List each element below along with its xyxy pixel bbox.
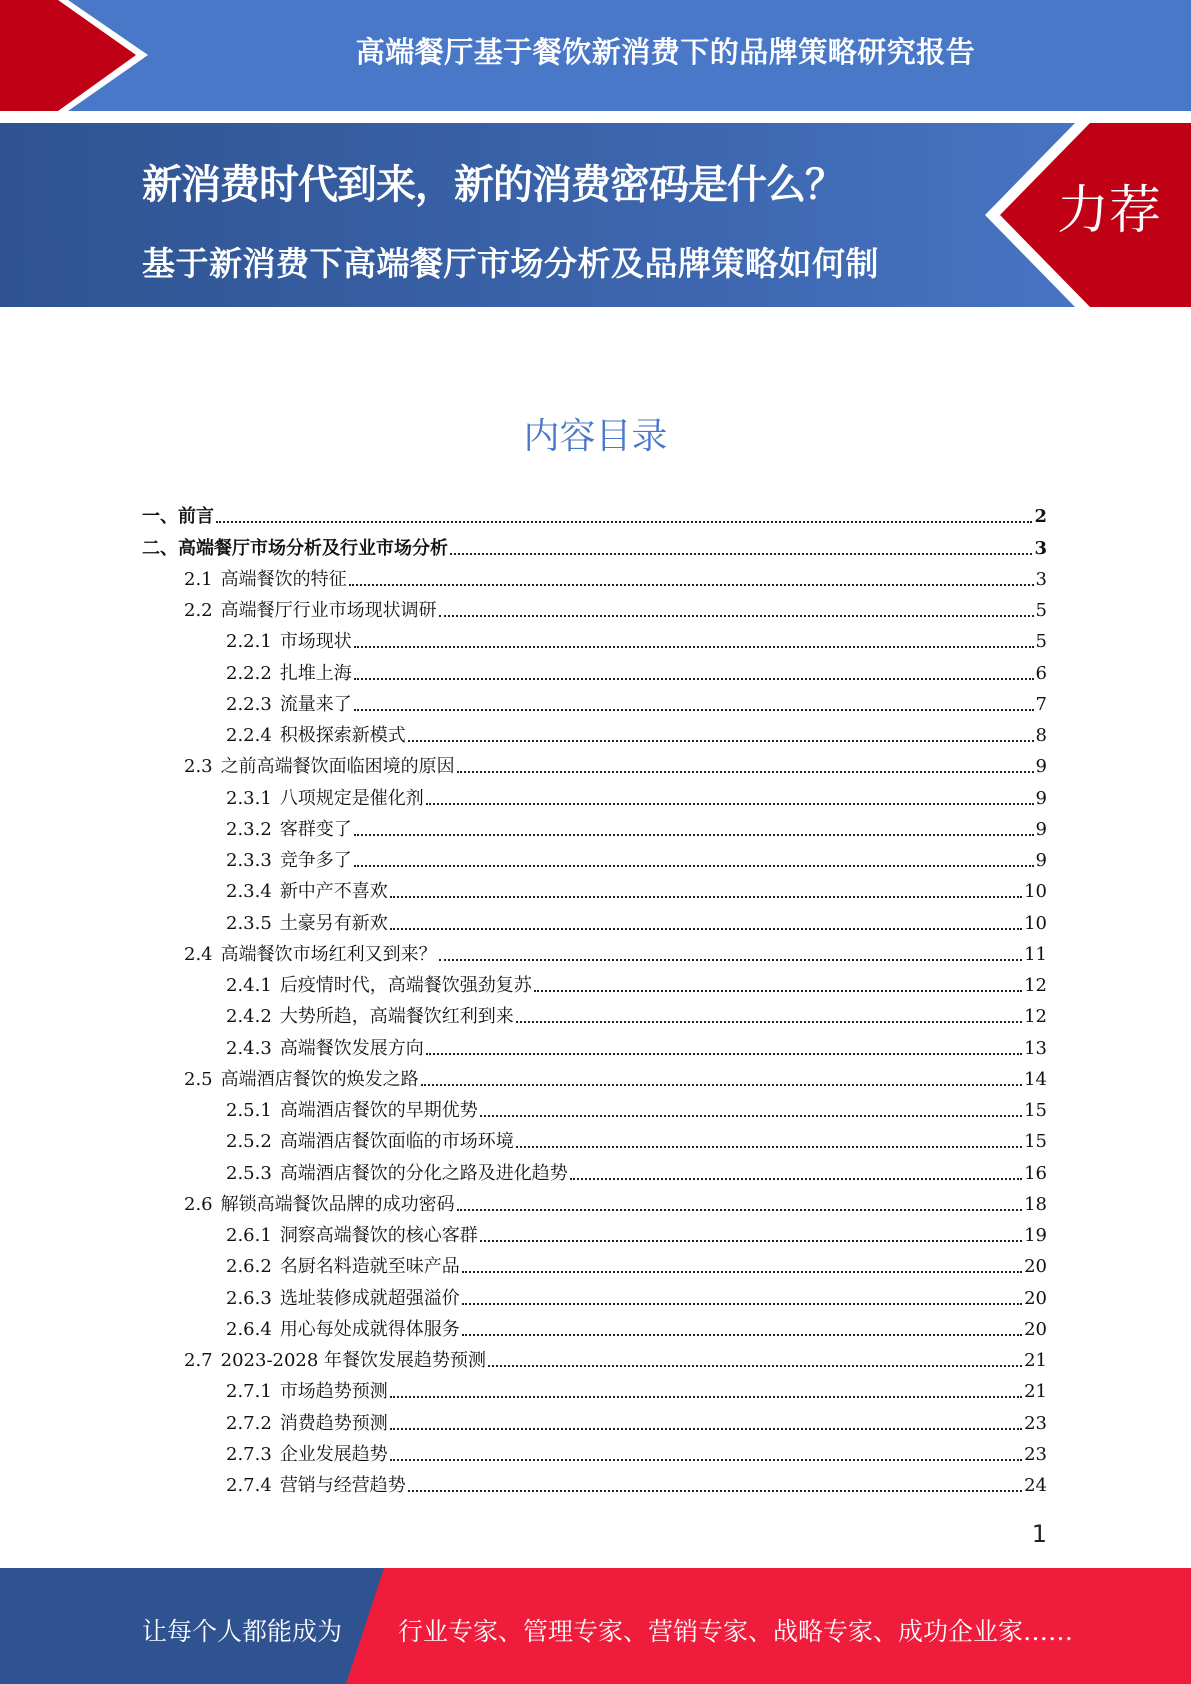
toc-entry-number: 2.1 bbox=[184, 568, 213, 590]
toc-entry-title: 营销与经营趋势 bbox=[279, 1475, 406, 1496]
toc-entry-label bbox=[226, 881, 388, 903]
toc-entry[interactable] bbox=[142, 1216, 1047, 1247]
toc-entry-page: 12 bbox=[1024, 975, 1047, 996]
toc-entry[interactable] bbox=[142, 1060, 1047, 1091]
toc-entry-page: 24 bbox=[1024, 1475, 1047, 1496]
toc-entry-label bbox=[226, 1381, 388, 1403]
toc-entry-title: 消费趋势预测 bbox=[279, 1412, 388, 1434]
toc-entry-page: 21 bbox=[1024, 1350, 1047, 1371]
toc-entry-title: 解锁高端餐饮品牌的成功密码 bbox=[220, 1193, 455, 1215]
toc-entry-page: 20 bbox=[1024, 1256, 1047, 1278]
toc-entry-page: 9 bbox=[1035, 850, 1047, 871]
toc-dot-leader bbox=[488, 1365, 1022, 1367]
toc-entry[interactable] bbox=[142, 1435, 1047, 1466]
toc-entry-page: 12 bbox=[1024, 1006, 1047, 1028]
toc-entry-number: 2.3.1 bbox=[226, 787, 272, 809]
toc-entry-title: 用心每处成就得体服务 bbox=[279, 1318, 460, 1340]
toc-entry-number: 2.7.3 bbox=[226, 1443, 272, 1465]
toc-entry-title: 高端酒店餐饮的焕发之路 bbox=[220, 1068, 419, 1090]
toc-entry[interactable] bbox=[142, 591, 1047, 622]
toc-entry-number: 2.3.3 bbox=[226, 850, 272, 871]
hero-subheadline: 基于新消费下高端餐厅市场分析及品牌策略如何制定？？？ bbox=[142, 244, 879, 345]
toc-entry-page: 7 bbox=[1035, 693, 1047, 715]
toc-entry-page: 20 bbox=[1024, 1287, 1047, 1309]
footer-banner bbox=[0, 1568, 1191, 1684]
toc-entry-number: 2.5.1 bbox=[226, 1100, 272, 1121]
toc-dot-leader bbox=[216, 521, 1032, 523]
toc-entry-number: 2.2.3 bbox=[226, 693, 272, 715]
toc-entry-number: 2.6.1 bbox=[226, 1225, 272, 1246]
toc-entry-title: 高端酒店餐饮的分化之路及进化趋势 bbox=[279, 1162, 568, 1184]
toc-entry-page: 6 bbox=[1035, 662, 1047, 684]
toc-entry-label bbox=[226, 1444, 388, 1466]
toc-entry-number: 2.2.1 bbox=[226, 631, 272, 653]
toc-heading: 内容目录 bbox=[523, 416, 668, 457]
toc-entry-number: 2.6.4 bbox=[226, 1318, 272, 1340]
toc-entry-label bbox=[226, 913, 388, 935]
toc-entry-page: 10 bbox=[1024, 912, 1047, 934]
toc-entry[interactable] bbox=[142, 903, 1047, 934]
toc-entry-title: 企业发展趋势 bbox=[279, 1443, 388, 1465]
toc-entry-page: 2 bbox=[1034, 506, 1047, 528]
toc-entry-number: 2.7 bbox=[184, 1350, 213, 1371]
toc-entry-label bbox=[184, 756, 455, 778]
toc-entry[interactable] bbox=[142, 997, 1047, 1028]
toc-entry-label bbox=[226, 1100, 478, 1122]
toc-entry[interactable] bbox=[142, 560, 1047, 591]
toc-dot-leader bbox=[354, 646, 1034, 648]
toc-dot-leader bbox=[516, 1146, 1022, 1148]
toc-entry-title: 市场现状 bbox=[279, 631, 352, 653]
toc-entry-title: 市场趋势预测 bbox=[279, 1381, 388, 1403]
toc-entry[interactable] bbox=[142, 1403, 1047, 1434]
toc-dot-leader bbox=[570, 1178, 1022, 1180]
toc-entry-title: 八项规定是催化剂 bbox=[279, 787, 424, 809]
toc-entry-page: 15 bbox=[1024, 1131, 1047, 1153]
toc-entry-title: 前言 bbox=[178, 506, 214, 528]
toc-entry-label bbox=[184, 1194, 455, 1216]
toc-entry-page: 8 bbox=[1035, 725, 1047, 746]
toc-entry-number: 2.4.1 bbox=[226, 975, 272, 996]
toc-entry-label bbox=[226, 975, 532, 997]
toc-entry-number: 一、 bbox=[142, 506, 178, 528]
toc-entry-number: 2.3.2 bbox=[226, 818, 272, 840]
toc-entry-label bbox=[226, 1131, 514, 1153]
toc-entry-number: 2.4 bbox=[184, 943, 213, 965]
toc-entry-number: 2.4.3 bbox=[226, 1037, 272, 1059]
toc-entry-page: 20 bbox=[1024, 1318, 1047, 1340]
toc-entry-page: 10 bbox=[1024, 881, 1047, 903]
toc-entry[interactable] bbox=[142, 528, 1047, 559]
toc-entry-number: 2.6.3 bbox=[226, 1287, 272, 1309]
toc-dot-leader bbox=[408, 1490, 1022, 1492]
toc-entry-page: 13 bbox=[1024, 1037, 1047, 1059]
page-number: 1 bbox=[1031, 1520, 1047, 1548]
toc-entry-page: 11 bbox=[1024, 943, 1047, 965]
toc-entry-title: 名厨名料造就至味产品 bbox=[279, 1256, 460, 1278]
toc-entry-number: 2.5.2 bbox=[226, 1131, 272, 1153]
toc-entry-title: 高端餐饮发展方向 bbox=[279, 1037, 424, 1059]
toc-entry-title: 竞争多了 bbox=[279, 850, 352, 871]
toc-entry-title: 洞察高端餐饮的核心客群 bbox=[279, 1225, 478, 1246]
toc-entry-number: 2.6 bbox=[184, 1193, 213, 1215]
toc-entry-number: 2.5.3 bbox=[226, 1162, 272, 1184]
toc-entry[interactable] bbox=[142, 778, 1047, 809]
recommend-badge: 力荐 bbox=[1056, 181, 1161, 241]
toc-entry-number: 2.5 bbox=[184, 1068, 213, 1090]
toc-entry[interactable] bbox=[142, 1091, 1047, 1122]
toc-entry-label bbox=[226, 1288, 460, 1310]
toc-dot-leader bbox=[390, 1396, 1022, 1398]
toc-entry-label bbox=[226, 788, 424, 810]
toc-dot-leader bbox=[516, 1021, 1022, 1023]
toc-entry-page: 15 bbox=[1024, 1100, 1047, 1121]
toc-entry-title: 客群变了 bbox=[279, 818, 352, 840]
toc-dot-leader bbox=[421, 1084, 1022, 1086]
toc-entry[interactable] bbox=[142, 1310, 1047, 1341]
toc-list bbox=[142, 497, 1047, 1497]
toc-dot-leader bbox=[426, 1053, 1022, 1055]
toc-entry-number: 2.7.1 bbox=[226, 1381, 272, 1403]
toc-entry-number: 2.2.4 bbox=[226, 725, 272, 746]
toc-dot-leader bbox=[390, 928, 1022, 930]
toc-dot-leader bbox=[354, 834, 1034, 836]
toc-entry-page: 9 bbox=[1035, 818, 1047, 840]
toc-dot-leader bbox=[457, 1209, 1022, 1211]
toc-entry-label bbox=[226, 1413, 388, 1435]
toc-entry-title: 后疫情时代，高端餐饮强劲复苏 bbox=[279, 975, 532, 996]
toc-entry-title: 积极探索新模式 bbox=[279, 725, 406, 746]
toc-dot-leader bbox=[480, 1115, 1022, 1117]
toc-entry-title: 高端餐厅行业市场现状调研 bbox=[220, 600, 437, 621]
toc-entry-page: 9 bbox=[1035, 756, 1047, 778]
toc-dot-leader bbox=[534, 990, 1022, 992]
toc-entry[interactable] bbox=[142, 1466, 1047, 1497]
toc-entry-number: 2.7.4 bbox=[226, 1475, 272, 1496]
toc-entry-page: 3 bbox=[1034, 537, 1047, 559]
toc-entry-label bbox=[142, 506, 214, 528]
toc-entry[interactable] bbox=[142, 685, 1047, 716]
toc-entry-label bbox=[226, 663, 352, 685]
toc-dot-leader bbox=[390, 1428, 1022, 1430]
toc-entry-label bbox=[226, 1475, 406, 1497]
toc-entry[interactable] bbox=[142, 1278, 1047, 1309]
toc-entry[interactable] bbox=[142, 747, 1047, 778]
toc-entry-label bbox=[226, 850, 352, 872]
toc-entry-title: 大势所趋，高端餐饮红利到来 bbox=[279, 1006, 514, 1028]
toc-entry-number: 2.4.2 bbox=[226, 1006, 272, 1028]
toc-entry[interactable] bbox=[142, 1247, 1047, 1278]
toc-dot-leader bbox=[408, 740, 1034, 742]
toc-entry-title: 土豪另有新欢 bbox=[279, 912, 388, 934]
toc-entry-label bbox=[226, 631, 352, 653]
toc-entry[interactable] bbox=[142, 622, 1047, 653]
banner-divider bbox=[0, 111, 1191, 123]
toc-entry-title: 新中产不喜欢 bbox=[279, 881, 388, 903]
toc-entry[interactable] bbox=[142, 497, 1047, 528]
toc-entry-page: 14 bbox=[1024, 1068, 1047, 1090]
toc-dot-leader bbox=[439, 615, 1034, 617]
hero-headline: 新消费时代到来，新的消费密码是什么？ bbox=[142, 162, 844, 208]
toc-entry-label bbox=[184, 944, 437, 966]
toc-entry-title: 高端酒店餐饮面临的市场环境 bbox=[279, 1131, 514, 1153]
toc-entry[interactable] bbox=[142, 841, 1047, 872]
toc-entry[interactable] bbox=[142, 935, 1047, 966]
toc-entry[interactable] bbox=[142, 1341, 1047, 1372]
hero-banner bbox=[0, 123, 1191, 345]
toc-dot-leader bbox=[426, 803, 1034, 805]
toc-entry-number: 2.3 bbox=[184, 756, 213, 778]
top-banner bbox=[0, 0, 1191, 111]
toc-entry-label bbox=[226, 1038, 424, 1060]
toc-entry-title: 流量来了 bbox=[279, 693, 352, 715]
toc-entry[interactable] bbox=[142, 1122, 1047, 1153]
toc-entry-number: 2.3.5 bbox=[226, 912, 272, 934]
toc-dot-leader bbox=[480, 1240, 1022, 1242]
toc-entry-title: 2023-2028 年餐饮发展趋势预测 bbox=[220, 1350, 487, 1371]
toc-entry[interactable] bbox=[142, 810, 1047, 841]
toc-entry-label bbox=[226, 1006, 514, 1028]
toc-entry-title: 扎堆上海 bbox=[279, 662, 352, 684]
toc-entry-page: 18 bbox=[1024, 1193, 1047, 1215]
toc-entry-title: 高端酒店餐饮的早期优势 bbox=[279, 1100, 478, 1121]
footer-slogan-left: 让每个人都能成为 bbox=[142, 1617, 343, 1646]
toc-entry-label bbox=[184, 569, 347, 591]
toc-dot-leader bbox=[462, 1303, 1022, 1305]
toc-entry-number: 2.2 bbox=[184, 600, 213, 621]
toc-entry-label bbox=[142, 538, 448, 560]
toc-dot-leader bbox=[450, 553, 1032, 555]
toc-dot-leader bbox=[390, 896, 1022, 898]
report-title: 高端餐厅基于餐饮新消费下的品牌策略研究报告 bbox=[355, 35, 976, 69]
toc-entry-page: 23 bbox=[1024, 1443, 1047, 1465]
toc-entry-page: 16 bbox=[1024, 1162, 1047, 1184]
toc-entry-label bbox=[184, 600, 437, 622]
toc-entry-page: 19 bbox=[1024, 1225, 1047, 1246]
toc-entry-page: 3 bbox=[1035, 568, 1047, 590]
toc-entry-label bbox=[184, 1069, 419, 1091]
toc-entry-number: 2.6.2 bbox=[226, 1256, 272, 1278]
toc-entry-number: 2.7.2 bbox=[226, 1412, 272, 1434]
footer-slogan-right: 行业专家、管理专家、营销专家、战略专家、成功企业家…… bbox=[398, 1617, 1074, 1646]
toc-entry-page: 5 bbox=[1035, 600, 1047, 621]
toc-entry[interactable] bbox=[142, 1153, 1047, 1184]
toc-entry-page: 9 bbox=[1035, 787, 1047, 809]
toc-entry[interactable] bbox=[142, 1028, 1047, 1059]
toc-dot-leader bbox=[390, 1459, 1022, 1461]
toc-entry-number: 2.3.4 bbox=[226, 881, 272, 903]
toc-dot-leader bbox=[439, 959, 1022, 961]
toc-entry-title: 之前高端餐饮面临困境的原因 bbox=[220, 756, 455, 778]
toc-entry[interactable] bbox=[142, 1372, 1047, 1403]
toc-entry-title: 选址装修成就超强溢价 bbox=[279, 1287, 460, 1309]
toc-dot-leader bbox=[354, 709, 1034, 711]
toc-entry[interactable] bbox=[142, 966, 1047, 997]
toc-dot-leader bbox=[349, 584, 1034, 586]
toc-entry-title: 高端餐厅市场分析及行业市场分析 bbox=[178, 537, 448, 559]
toc-entry[interactable] bbox=[142, 1185, 1047, 1216]
toc-entry-label bbox=[226, 1163, 568, 1185]
toc-dot-leader bbox=[462, 1334, 1022, 1336]
toc-entry-title: 高端餐饮市场红利又到来？ bbox=[220, 943, 437, 965]
toc-entry-label bbox=[226, 1319, 460, 1341]
toc-entry-label bbox=[226, 725, 406, 747]
toc-entry-label bbox=[226, 694, 352, 716]
toc-entry[interactable] bbox=[142, 653, 1047, 684]
toc-entry-number: 2.2.2 bbox=[226, 662, 272, 684]
toc-entry-number: 二、 bbox=[142, 537, 178, 559]
toc-dot-leader bbox=[457, 771, 1034, 773]
toc-dot-leader bbox=[462, 1271, 1022, 1273]
toc-entry-page: 5 bbox=[1035, 631, 1047, 653]
toc-dot-leader bbox=[354, 678, 1034, 680]
toc-entry-label bbox=[226, 819, 352, 841]
toc-entry-label bbox=[226, 1225, 478, 1247]
toc-entry-label bbox=[184, 1350, 486, 1372]
toc-entry[interactable] bbox=[142, 716, 1047, 747]
toc-entry[interactable] bbox=[142, 872, 1047, 903]
toc-entry-label bbox=[226, 1256, 460, 1278]
toc-entry-page: 23 bbox=[1024, 1412, 1047, 1434]
toc-dot-leader bbox=[354, 865, 1034, 867]
toc-entry-title: 高端餐饮的特征 bbox=[220, 568, 347, 590]
toc-entry-page: 21 bbox=[1024, 1381, 1047, 1403]
